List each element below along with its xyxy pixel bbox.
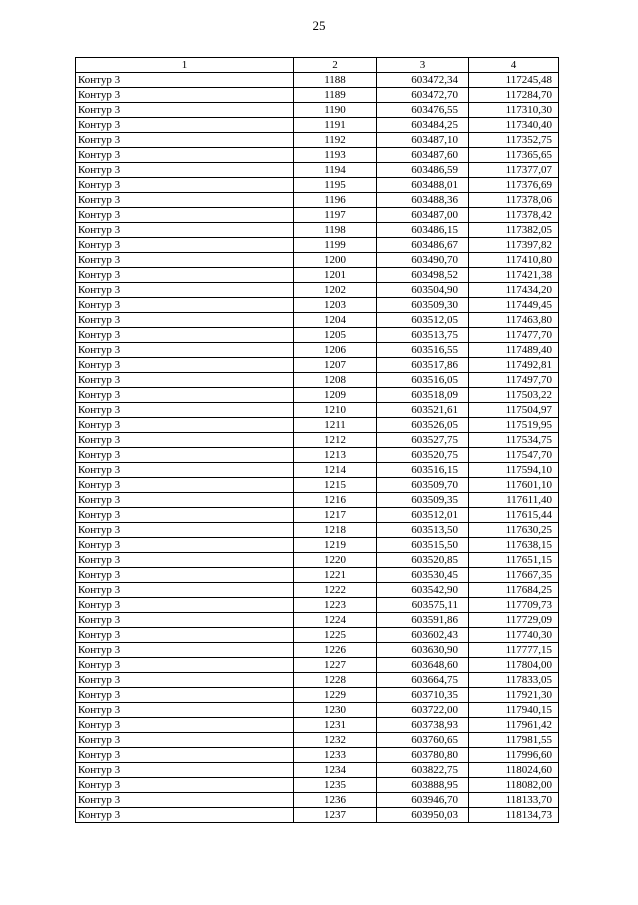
x-coordinate-cell: 603780,80 bbox=[377, 748, 469, 763]
x-coordinate-cell: 603498,52 bbox=[377, 268, 469, 283]
point-number-cell: 1217 bbox=[294, 508, 377, 523]
point-number-cell: 1224 bbox=[294, 613, 377, 628]
point-number-cell: 1203 bbox=[294, 298, 377, 313]
x-coordinate-cell: 603530,45 bbox=[377, 568, 469, 583]
table-row bbox=[76, 313, 559, 328]
x-coordinate-cell: 603490,70 bbox=[377, 253, 469, 268]
x-coordinate-cell: 603509,35 bbox=[377, 493, 469, 508]
table-row bbox=[76, 343, 559, 358]
contour-name-cell: Контур 3 bbox=[76, 328, 294, 343]
y-coordinate-cell: 117611,40 bbox=[469, 493, 559, 508]
x-coordinate-cell: 603602,43 bbox=[377, 628, 469, 643]
contour-name-cell: Контур 3 bbox=[76, 388, 294, 403]
y-coordinate-cell: 118134,73 bbox=[469, 808, 559, 823]
contour-name-cell: Контур 3 bbox=[76, 718, 294, 733]
y-coordinate-cell: 117729,09 bbox=[469, 613, 559, 628]
x-coordinate-cell: 603472,70 bbox=[377, 88, 469, 103]
x-coordinate-cell: 603542,90 bbox=[377, 583, 469, 598]
table-row bbox=[76, 103, 559, 118]
table-row bbox=[76, 598, 559, 613]
contour-name-cell: Контур 3 bbox=[76, 688, 294, 703]
table-row bbox=[76, 778, 559, 793]
table-row bbox=[76, 208, 559, 223]
x-coordinate-cell: 603515,50 bbox=[377, 538, 469, 553]
x-coordinate-cell: 603575,11 bbox=[377, 598, 469, 613]
contour-name-cell: Контур 3 bbox=[76, 493, 294, 508]
x-coordinate-cell: 603950,03 bbox=[377, 808, 469, 823]
table-row bbox=[76, 253, 559, 268]
contour-name-cell: Контур 3 bbox=[76, 373, 294, 388]
y-coordinate-cell: 117921,30 bbox=[469, 688, 559, 703]
point-number-cell: 1220 bbox=[294, 553, 377, 568]
table-row bbox=[76, 268, 559, 283]
x-coordinate-cell: 603472,34 bbox=[377, 73, 469, 88]
point-number-cell: 1229 bbox=[294, 688, 377, 703]
contour-name-cell: Контур 3 bbox=[76, 538, 294, 553]
point-number-cell: 1218 bbox=[294, 523, 377, 538]
point-number-cell: 1209 bbox=[294, 388, 377, 403]
x-coordinate-cell: 603710,35 bbox=[377, 688, 469, 703]
y-coordinate-cell: 117245,48 bbox=[469, 73, 559, 88]
contour-name-cell: Контур 3 bbox=[76, 733, 294, 748]
column-header-4: 4 bbox=[469, 58, 559, 73]
x-coordinate-cell: 603488,36 bbox=[377, 193, 469, 208]
point-number-cell: 1219 bbox=[294, 538, 377, 553]
y-coordinate-cell: 117310,30 bbox=[469, 103, 559, 118]
point-number-cell: 1193 bbox=[294, 148, 377, 163]
x-coordinate-cell: 603526,05 bbox=[377, 418, 469, 433]
y-coordinate-cell: 117377,07 bbox=[469, 163, 559, 178]
point-number-cell: 1200 bbox=[294, 253, 377, 268]
point-number-cell: 1204 bbox=[294, 313, 377, 328]
point-number-cell: 1221 bbox=[294, 568, 377, 583]
point-number-cell: 1205 bbox=[294, 328, 377, 343]
y-coordinate-cell: 117709,73 bbox=[469, 598, 559, 613]
y-coordinate-cell: 117940,15 bbox=[469, 703, 559, 718]
y-coordinate-cell: 117601,10 bbox=[469, 478, 559, 493]
contour-name-cell: Контур 3 bbox=[76, 208, 294, 223]
y-coordinate-cell: 117410,80 bbox=[469, 253, 559, 268]
x-coordinate-cell: 603822,75 bbox=[377, 763, 469, 778]
point-number-cell: 1195 bbox=[294, 178, 377, 193]
point-number-cell: 1207 bbox=[294, 358, 377, 373]
point-number-cell: 1199 bbox=[294, 238, 377, 253]
y-coordinate-cell: 117378,42 bbox=[469, 208, 559, 223]
x-coordinate-cell: 603476,55 bbox=[377, 103, 469, 118]
table-row bbox=[76, 493, 559, 508]
point-number-cell: 1227 bbox=[294, 658, 377, 673]
contour-name-cell: Контур 3 bbox=[76, 613, 294, 628]
point-number-cell: 1194 bbox=[294, 163, 377, 178]
y-coordinate-cell: 117594,10 bbox=[469, 463, 559, 478]
table-row bbox=[76, 673, 559, 688]
table-row bbox=[76, 763, 559, 778]
y-coordinate-cell: 117463,80 bbox=[469, 313, 559, 328]
contour-name-cell: Контур 3 bbox=[76, 268, 294, 283]
contour-name-cell: Контур 3 bbox=[76, 808, 294, 823]
point-number-cell: 1211 bbox=[294, 418, 377, 433]
table-row bbox=[76, 538, 559, 553]
x-coordinate-cell: 603509,70 bbox=[377, 478, 469, 493]
table-row bbox=[76, 433, 559, 448]
y-coordinate-cell: 118133,70 bbox=[469, 793, 559, 808]
y-coordinate-cell: 117376,69 bbox=[469, 178, 559, 193]
x-coordinate-cell: 603518,09 bbox=[377, 388, 469, 403]
contour-name-cell: Контур 3 bbox=[76, 103, 294, 118]
point-number-cell: 1228 bbox=[294, 673, 377, 688]
table-row bbox=[76, 808, 559, 823]
y-coordinate-cell: 117833,05 bbox=[469, 673, 559, 688]
point-number-cell: 1196 bbox=[294, 193, 377, 208]
contour-name-cell: Контур 3 bbox=[76, 628, 294, 643]
column-header-3: 3 bbox=[377, 58, 469, 73]
table-row bbox=[76, 178, 559, 193]
table-row bbox=[76, 718, 559, 733]
contour-name-cell: Контур 3 bbox=[76, 418, 294, 433]
table-row bbox=[76, 358, 559, 373]
table-row bbox=[76, 73, 559, 88]
table-row bbox=[76, 148, 559, 163]
point-number-cell: 1190 bbox=[294, 103, 377, 118]
contour-name-cell: Контур 3 bbox=[76, 148, 294, 163]
column-header-1: 1 bbox=[76, 58, 294, 73]
x-coordinate-cell: 603513,50 bbox=[377, 523, 469, 538]
x-coordinate-cell: 603517,86 bbox=[377, 358, 469, 373]
table-row bbox=[76, 508, 559, 523]
table-row bbox=[76, 238, 559, 253]
point-number-cell: 1223 bbox=[294, 598, 377, 613]
table-row bbox=[76, 793, 559, 808]
point-number-cell: 1236 bbox=[294, 793, 377, 808]
y-coordinate-cell: 117804,00 bbox=[469, 658, 559, 673]
point-number-cell: 1230 bbox=[294, 703, 377, 718]
table-row bbox=[76, 568, 559, 583]
y-coordinate-cell: 117352,75 bbox=[469, 133, 559, 148]
y-coordinate-cell: 117547,70 bbox=[469, 448, 559, 463]
x-coordinate-cell: 603509,30 bbox=[377, 298, 469, 313]
table-row bbox=[76, 88, 559, 103]
x-coordinate-cell: 603488,01 bbox=[377, 178, 469, 193]
contour-name-cell: Контур 3 bbox=[76, 583, 294, 598]
y-coordinate-cell: 117996,60 bbox=[469, 748, 559, 763]
contour-name-cell: Контур 3 bbox=[76, 703, 294, 718]
x-coordinate-cell: 603738,93 bbox=[377, 718, 469, 733]
table-row bbox=[76, 223, 559, 238]
y-coordinate-cell: 117503,22 bbox=[469, 388, 559, 403]
x-coordinate-cell: 603591,86 bbox=[377, 613, 469, 628]
point-number-cell: 1206 bbox=[294, 343, 377, 358]
point-number-cell: 1235 bbox=[294, 778, 377, 793]
table-row bbox=[76, 748, 559, 763]
contour-name-cell: Контур 3 bbox=[76, 313, 294, 328]
point-number-cell: 1189 bbox=[294, 88, 377, 103]
contour-name-cell: Контур 3 bbox=[76, 793, 294, 808]
contour-name-cell: Контур 3 bbox=[76, 778, 294, 793]
point-number-cell: 1188 bbox=[294, 73, 377, 88]
y-coordinate-cell: 117382,05 bbox=[469, 223, 559, 238]
contour-name-cell: Контур 3 bbox=[76, 643, 294, 658]
table-row bbox=[76, 418, 559, 433]
point-number-cell: 1192 bbox=[294, 133, 377, 148]
x-coordinate-cell: 603520,75 bbox=[377, 448, 469, 463]
table-row bbox=[76, 583, 559, 598]
contour-name-cell: Контур 3 bbox=[76, 403, 294, 418]
table-row bbox=[76, 373, 559, 388]
x-coordinate-cell: 603486,67 bbox=[377, 238, 469, 253]
point-number-cell: 1213 bbox=[294, 448, 377, 463]
contour-name-cell: Контур 3 bbox=[76, 553, 294, 568]
contour-name-cell: Контур 3 bbox=[76, 478, 294, 493]
point-number-cell: 1197 bbox=[294, 208, 377, 223]
x-coordinate-cell: 603512,01 bbox=[377, 508, 469, 523]
y-coordinate-cell: 118082,00 bbox=[469, 778, 559, 793]
x-coordinate-cell: 603512,05 bbox=[377, 313, 469, 328]
header-row bbox=[76, 58, 559, 73]
x-coordinate-cell: 603722,00 bbox=[377, 703, 469, 718]
x-coordinate-cell: 603630,90 bbox=[377, 643, 469, 658]
x-coordinate-cell: 603484,25 bbox=[377, 118, 469, 133]
y-coordinate-cell: 117534,75 bbox=[469, 433, 559, 448]
contour-name-cell: Контур 3 bbox=[76, 358, 294, 373]
point-number-cell: 1201 bbox=[294, 268, 377, 283]
y-coordinate-cell: 117630,25 bbox=[469, 523, 559, 538]
column-header-2: 2 bbox=[294, 58, 377, 73]
y-coordinate-cell: 117477,70 bbox=[469, 328, 559, 343]
contour-name-cell: Контур 3 bbox=[76, 283, 294, 298]
table-row bbox=[76, 553, 559, 568]
y-coordinate-cell: 117504,97 bbox=[469, 403, 559, 418]
x-coordinate-cell: 603513,75 bbox=[377, 328, 469, 343]
point-number-cell: 1210 bbox=[294, 403, 377, 418]
y-coordinate-cell: 117378,06 bbox=[469, 193, 559, 208]
table-row bbox=[76, 478, 559, 493]
contour-name-cell: Контур 3 bbox=[76, 73, 294, 88]
x-coordinate-cell: 603487,60 bbox=[377, 148, 469, 163]
y-coordinate-cell: 117981,55 bbox=[469, 733, 559, 748]
y-coordinate-cell: 117497,70 bbox=[469, 373, 559, 388]
x-coordinate-cell: 603486,59 bbox=[377, 163, 469, 178]
contour-name-cell: Контур 3 bbox=[76, 568, 294, 583]
y-coordinate-cell: 117397,82 bbox=[469, 238, 559, 253]
y-coordinate-cell: 117340,40 bbox=[469, 118, 559, 133]
contour-name-cell: Контур 3 bbox=[76, 253, 294, 268]
x-coordinate-cell: 603487,00 bbox=[377, 208, 469, 223]
y-coordinate-cell: 117421,38 bbox=[469, 268, 559, 283]
x-coordinate-cell: 603946,70 bbox=[377, 793, 469, 808]
point-number-cell: 1215 bbox=[294, 478, 377, 493]
table-row bbox=[76, 643, 559, 658]
table-row bbox=[76, 523, 559, 538]
table-row bbox=[76, 118, 559, 133]
table-row bbox=[76, 133, 559, 148]
y-coordinate-cell: 117615,44 bbox=[469, 508, 559, 523]
x-coordinate-cell: 603760,65 bbox=[377, 733, 469, 748]
y-coordinate-cell: 117434,20 bbox=[469, 283, 559, 298]
x-coordinate-cell: 603487,10 bbox=[377, 133, 469, 148]
point-number-cell: 1191 bbox=[294, 118, 377, 133]
point-number-cell: 1208 bbox=[294, 373, 377, 388]
contour-name-cell: Контур 3 bbox=[76, 193, 294, 208]
contour-name-cell: Контур 3 bbox=[76, 343, 294, 358]
point-number-cell: 1222 bbox=[294, 583, 377, 598]
x-coordinate-cell: 603504,90 bbox=[377, 283, 469, 298]
table-row bbox=[76, 328, 559, 343]
y-coordinate-cell: 117651,15 bbox=[469, 553, 559, 568]
x-coordinate-cell: 603516,15 bbox=[377, 463, 469, 478]
x-coordinate-cell: 603888,95 bbox=[377, 778, 469, 793]
table-row bbox=[76, 628, 559, 643]
contour-name-cell: Контур 3 bbox=[76, 748, 294, 763]
contour-name-cell: Контур 3 bbox=[76, 508, 294, 523]
contour-name-cell: Контур 3 bbox=[76, 598, 294, 613]
contour-name-cell: Контур 3 bbox=[76, 178, 294, 193]
contour-name-cell: Контур 3 bbox=[76, 163, 294, 178]
x-coordinate-cell: 603516,05 bbox=[377, 373, 469, 388]
table-row bbox=[76, 403, 559, 418]
y-coordinate-cell: 117667,35 bbox=[469, 568, 559, 583]
coordinates-table bbox=[75, 57, 559, 823]
table-row bbox=[76, 703, 559, 718]
contour-name-cell: Контур 3 bbox=[76, 433, 294, 448]
point-number-cell: 1212 bbox=[294, 433, 377, 448]
table-row bbox=[76, 193, 559, 208]
contour-name-cell: Контур 3 bbox=[76, 763, 294, 778]
y-coordinate-cell: 117777,15 bbox=[469, 643, 559, 658]
table-row bbox=[76, 448, 559, 463]
point-number-cell: 1232 bbox=[294, 733, 377, 748]
contour-name-cell: Контур 3 bbox=[76, 673, 294, 688]
y-coordinate-cell: 117284,70 bbox=[469, 88, 559, 103]
x-coordinate-cell: 603520,85 bbox=[377, 553, 469, 568]
page-number: 25 bbox=[312, 18, 326, 33]
point-number-cell: 1202 bbox=[294, 283, 377, 298]
y-coordinate-cell: 117519,95 bbox=[469, 418, 559, 433]
contour-name-cell: Контур 3 bbox=[76, 658, 294, 673]
table-row bbox=[76, 733, 559, 748]
x-coordinate-cell: 603516,55 bbox=[377, 343, 469, 358]
x-coordinate-cell: 603664,75 bbox=[377, 673, 469, 688]
x-coordinate-cell: 603648,60 bbox=[377, 658, 469, 673]
y-coordinate-cell: 117365,65 bbox=[469, 148, 559, 163]
y-coordinate-cell: 117684,25 bbox=[469, 583, 559, 598]
contour-name-cell: Контур 3 bbox=[76, 298, 294, 313]
point-number-cell: 1231 bbox=[294, 718, 377, 733]
point-number-cell: 1198 bbox=[294, 223, 377, 238]
contour-name-cell: Контур 3 bbox=[76, 88, 294, 103]
x-coordinate-cell: 603521,61 bbox=[377, 403, 469, 418]
y-coordinate-cell: 117489,40 bbox=[469, 343, 559, 358]
contour-name-cell: Контур 3 bbox=[76, 118, 294, 133]
point-number-cell: 1234 bbox=[294, 763, 377, 778]
table-row bbox=[76, 388, 559, 403]
table-row bbox=[76, 688, 559, 703]
y-coordinate-cell: 117492,81 bbox=[469, 358, 559, 373]
x-coordinate-cell: 603486,15 bbox=[377, 223, 469, 238]
table-body bbox=[76, 73, 559, 823]
contour-name-cell: Контур 3 bbox=[76, 463, 294, 478]
point-number-cell: 1225 bbox=[294, 628, 377, 643]
contour-name-cell: Контур 3 bbox=[76, 238, 294, 253]
contour-name-cell: Контур 3 bbox=[76, 133, 294, 148]
contour-name-cell: Контур 3 bbox=[76, 523, 294, 538]
x-coordinate-cell: 603527,75 bbox=[377, 433, 469, 448]
point-number-cell: 1214 bbox=[294, 463, 377, 478]
table-row bbox=[76, 463, 559, 478]
point-number-cell: 1233 bbox=[294, 748, 377, 763]
table-header bbox=[76, 58, 559, 73]
y-coordinate-cell: 117961,42 bbox=[469, 718, 559, 733]
point-number-cell: 1237 bbox=[294, 808, 377, 823]
y-coordinate-cell: 117449,45 bbox=[469, 298, 559, 313]
point-number-cell: 1216 bbox=[294, 493, 377, 508]
point-number-cell: 1226 bbox=[294, 643, 377, 658]
contour-name-cell: Контур 3 bbox=[76, 223, 294, 238]
y-coordinate-cell: 118024,60 bbox=[469, 763, 559, 778]
y-coordinate-cell: 117740,30 bbox=[469, 628, 559, 643]
table-row bbox=[76, 163, 559, 178]
table-row bbox=[76, 613, 559, 628]
contour-name-cell: Контур 3 bbox=[76, 448, 294, 463]
table-row bbox=[76, 658, 559, 673]
y-coordinate-cell: 117638,15 bbox=[469, 538, 559, 553]
table-row bbox=[76, 298, 559, 313]
table-row bbox=[76, 283, 559, 298]
